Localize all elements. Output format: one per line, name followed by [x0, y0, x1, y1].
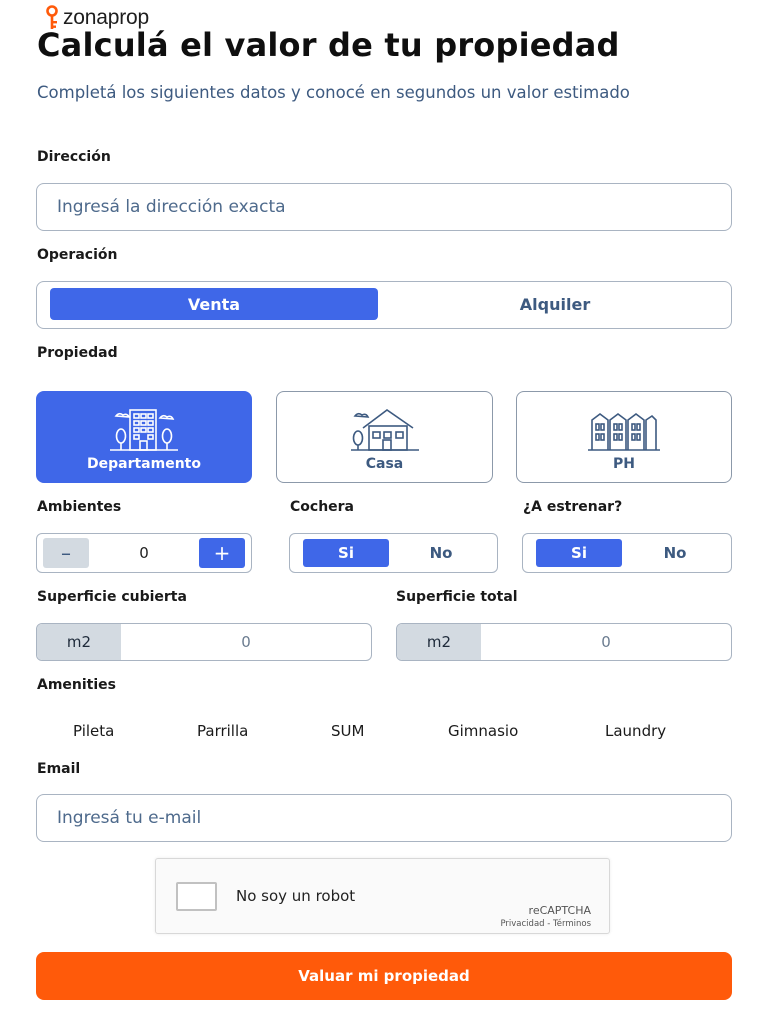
ambientes-stepper [36, 533, 252, 573]
propiedad-label: Propiedad [37, 345, 118, 361]
email-input[interactable] [36, 794, 732, 842]
estrenar-si-button[interactable]: Si [536, 539, 622, 567]
email-label: Email [37, 761, 81, 777]
recaptcha-checkbox[interactable] [176, 882, 217, 911]
ambientes-label: Ambientes [37, 499, 122, 515]
valuar-submit-button[interactable]: Valuar mi propiedad [36, 952, 732, 1000]
superficie-cubierta-label: Superficie cubierta [37, 589, 187, 605]
ambientes-increment-button[interactable]: + [199, 538, 245, 568]
house-icon [349, 406, 421, 452]
ambientes-value[interactable]: 0 [139, 543, 149, 562]
amenity-sum[interactable]: SUM [331, 722, 365, 740]
propiedad-casa-label: Casa [365, 456, 404, 472]
ambientes-decrement-button[interactable]: – [43, 538, 89, 568]
estrenar-label: ¿A estrenar? [523, 499, 623, 515]
superficie-total-unit: m2 [397, 624, 481, 660]
recaptcha-widget [155, 858, 610, 934]
cochera-no-button[interactable]: No [429, 544, 453, 562]
cochera-toggle [289, 533, 498, 573]
direccion-label: Dirección [37, 149, 111, 165]
cochera-label: Cochera [290, 499, 355, 515]
building-icon [108, 406, 180, 452]
superficie-total-field[interactable] [396, 623, 732, 661]
recaptcha-brand: reCAPTCHA [528, 904, 591, 917]
page-title: Calculá el valor de tu propiedad [37, 26, 620, 64]
propiedad-ph-card[interactable] [516, 391, 732, 483]
operacion-venta-button[interactable]: Venta [50, 288, 378, 320]
estrenar-toggle [522, 533, 732, 573]
superficie-total-input[interactable]: 0 [601, 633, 611, 651]
propiedad-departamento-card[interactable] [36, 391, 252, 483]
superficie-cubierta-unit: m2 [37, 624, 121, 660]
operacion-label: Operación [37, 247, 118, 263]
superficie-cubierta-input[interactable]: 0 [241, 633, 251, 651]
superficie-total-label: Superficie total [396, 589, 518, 605]
amenity-parrilla[interactable]: Parrilla [197, 722, 249, 740]
operacion-alquiler-button[interactable]: Alquiler [519, 294, 591, 314]
brand-name: zonaprop [63, 6, 149, 29]
propiedad-departamento-label: Departamento [87, 456, 201, 472]
recaptcha-links[interactable]: Privacidad - Términos [500, 919, 591, 929]
operacion-toggle [36, 281, 732, 329]
cochera-si-button[interactable]: Si [303, 539, 389, 567]
amenities-label: Amenities [37, 677, 117, 693]
estrenar-no-button[interactable]: No [663, 544, 687, 562]
direccion-input[interactable] [36, 183, 732, 231]
amenity-pileta[interactable]: Pileta [73, 722, 115, 740]
ph-icon [588, 406, 660, 452]
amenity-gimnasio[interactable]: Gimnasio [448, 722, 519, 740]
page-subtitle: Completá los siguientes datos y conocé en segundos un valor estimado [37, 83, 630, 102]
amenity-laundry[interactable]: Laundry [605, 722, 667, 740]
propiedad-casa-card[interactable] [276, 391, 493, 483]
superficie-cubierta-field[interactable] [36, 623, 372, 661]
propiedad-ph-label: PH [613, 456, 635, 472]
recaptcha-label: No soy un robot [236, 887, 356, 905]
